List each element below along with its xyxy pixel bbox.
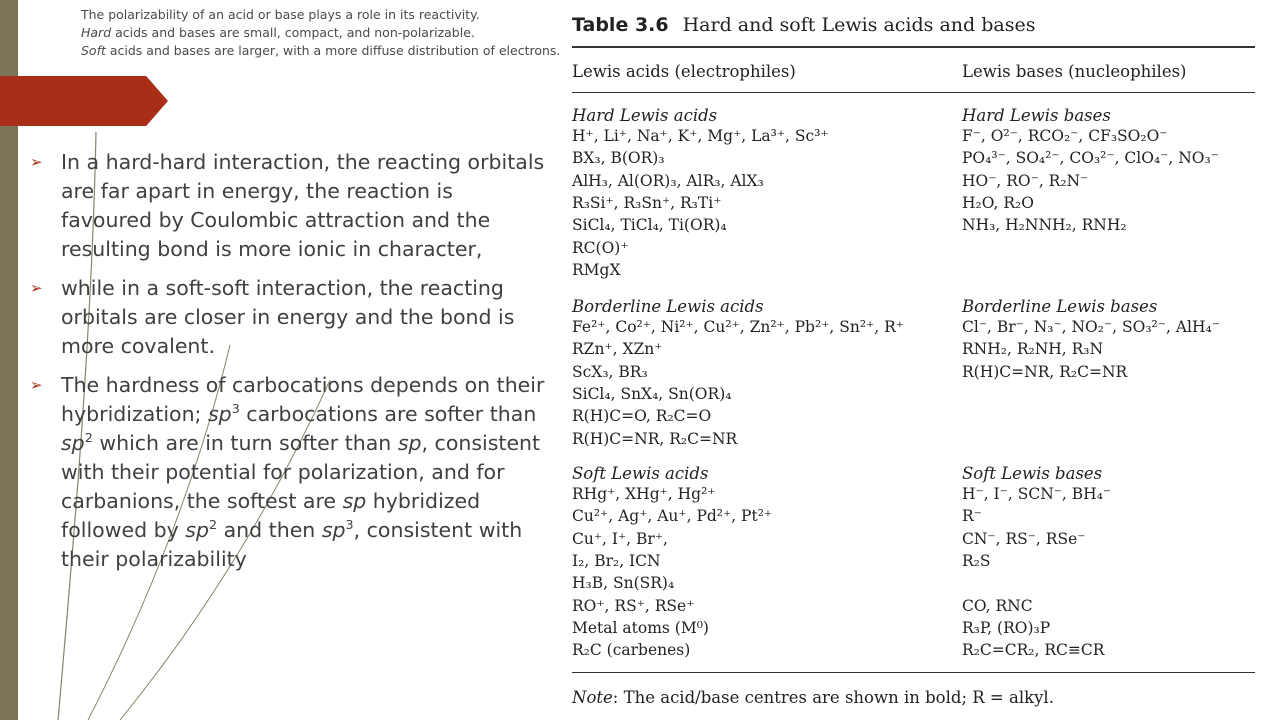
table-cell: RNH₂, R₂NH, R₃N bbox=[962, 340, 1104, 359]
table-cell: RHg⁺, XHg⁺, Hg²⁺ bbox=[572, 485, 716, 503]
column-header-bases: Lewis bases (nucleophiles) bbox=[962, 62, 1187, 81]
table-cell: Cu²⁺, Ag⁺, Au⁺, Pd²⁺, Pt²⁺ bbox=[572, 507, 773, 526]
table-cell: PO₄³⁻, SO₄²⁻, CO₃²⁻, ClO₄⁻, NO₃⁻ bbox=[962, 149, 1219, 168]
table-cell: R₃Si⁺, R₃Sn⁺, R₃Ti⁺ bbox=[572, 193, 722, 212]
table-cell: R₂C (carbenes) bbox=[572, 641, 691, 660]
hsab-table bbox=[556, 0, 1280, 720]
bullet-2-text: while in a soft-soft interaction, the reacting orbitals are closer in energy and the bond is more covalent. bbox=[61, 276, 515, 358]
bullet-soft-soft bbox=[30, 274, 550, 361]
bullet-list bbox=[30, 148, 550, 584]
intro-line-2: Hard acids and bases are small, compact, and non-polarizable. bbox=[81, 25, 475, 40]
bullet-3-text: The hardness of carbocations depends on their hybridization; $sp^3$ carbocations are softer than $sp^2$ which are in turn softer than sp, consistent with their potential for polarization, and for carbanions, the softest are sp hybridized followed by $sp^2$ and then $sp^3$, consistent with their polarizability bbox=[61, 373, 545, 571]
table-cell: SiCl₄, TiCl₄, Ti(OR)₄ bbox=[572, 216, 727, 235]
table-cell: R₂S bbox=[962, 551, 991, 570]
table-cell: R(H)C=NR, R₂C=NR bbox=[962, 362, 1128, 381]
table-cell: Fe²⁺, Co²⁺, Ni²⁺, Cu²⁺, Zn²⁺, Pb²⁺, Sn²⁺, R⁺ bbox=[572, 318, 904, 336]
table-cell: RO⁺, RS⁺, RSe⁺ bbox=[572, 596, 695, 615]
table-cell: SiCl₄, SnX₄, Sn(OR)₄ bbox=[572, 384, 732, 403]
table-cell: BX₃, B(OR)₃ bbox=[572, 149, 665, 168]
table-bottom-rule bbox=[572, 672, 1255, 673]
intro-line-1: The polarizability of an acid or base plays a role in its reactivity. bbox=[81, 7, 480, 22]
bullet-1-text: In a hard-hard interaction, the reacting orbitals are far apart in energy, the reaction is favoured by Coulombic attraction and the resulting bond is more ionic in character, bbox=[61, 150, 545, 261]
table-cell: R(H)C=O, R₂C=O bbox=[572, 407, 712, 426]
table-cell: R⁻ bbox=[962, 507, 982, 526]
table-top-rule bbox=[572, 46, 1255, 48]
table-cell: RZn⁺, XZn⁺ bbox=[572, 340, 663, 359]
borderline-acids-heading: Borderline Lewis acids bbox=[572, 297, 764, 316]
bullet-marker-icon: ➢ bbox=[30, 376, 43, 394]
table-cell: H⁺, Li⁺, Na⁺, K⁺, Mg⁺, La³⁺, Sc³⁺ bbox=[572, 127, 829, 145]
table-cell: ScX₃, BR₃ bbox=[572, 362, 648, 381]
soft-acids-heading: Soft Lewis acids bbox=[572, 464, 709, 483]
table-cell: AlH₃, Al(OR)₃, AlR₃, AlX₃ bbox=[572, 171, 764, 190]
borderline-bases-heading: Borderline Lewis bases bbox=[962, 297, 1158, 316]
hard-acids-heading: Hard Lewis acids bbox=[572, 106, 718, 125]
header-rule bbox=[572, 92, 1255, 93]
table-cell: R(H)C=NR, R₂C=NR bbox=[572, 429, 738, 448]
intro-line-3: Soft acids and bases are larger, with a more diffuse distribution of electrons. bbox=[81, 43, 561, 58]
table-title: Table 3.6 Hard and soft Lewis acids and bases bbox=[572, 14, 1036, 36]
table-cell: CO, RNC bbox=[962, 596, 1033, 615]
table-cell: H⁻, I⁻, SCN⁻, BH₄⁻ bbox=[962, 485, 1112, 503]
table-cell: Cu⁺, I⁺, Br⁺, bbox=[572, 529, 668, 548]
column-header-acids: Lewis acids (electrophiles) bbox=[572, 62, 796, 81]
table-cell: H₃B, Sn(SR)₄ bbox=[572, 574, 675, 593]
table-cell: RC(O)⁺ bbox=[572, 238, 629, 257]
hard-bases-heading: Hard Lewis bases bbox=[962, 106, 1111, 125]
intro-note bbox=[81, 6, 581, 60]
table-cell: I₂, Br₂, ICN bbox=[572, 551, 661, 570]
table-cell: F⁻, O²⁻, RCO₂⁻, CF₃SO₂O⁻ bbox=[962, 127, 1168, 145]
table-cell: Metal atoms (M⁰) bbox=[572, 618, 709, 637]
table-cell: Cl⁻, Br⁻, N₃⁻, NO₂⁻, SO₃²⁻, AlH₄⁻ bbox=[962, 318, 1220, 336]
table-cell: H₂O, R₂O bbox=[962, 193, 1034, 212]
bullet-carbocations bbox=[30, 371, 550, 574]
table-cell: HO⁻, RO⁻, R₂N⁻ bbox=[962, 171, 1089, 190]
red-arrow-tab bbox=[0, 76, 168, 126]
bullet-marker-icon: ➢ bbox=[30, 279, 43, 297]
table-cell: CN⁻, RS⁻, RSe⁻ bbox=[962, 529, 1086, 548]
table-cell: R₃P, (RO)₃P bbox=[962, 618, 1051, 637]
bullet-hard-hard bbox=[30, 148, 550, 264]
table-cell: NH₃, H₂NNH₂, RNH₂ bbox=[962, 216, 1127, 235]
table-note: Note: The acid/base centres are shown in bold; R = alkyl. bbox=[572, 688, 1054, 707]
soft-bases-heading: Soft Lewis bases bbox=[962, 464, 1103, 483]
table-cell: RMgX bbox=[572, 260, 621, 279]
table-cell: R₂C=CR₂, RC≡CR bbox=[962, 641, 1105, 660]
bullet-marker-icon: ➢ bbox=[30, 153, 43, 171]
